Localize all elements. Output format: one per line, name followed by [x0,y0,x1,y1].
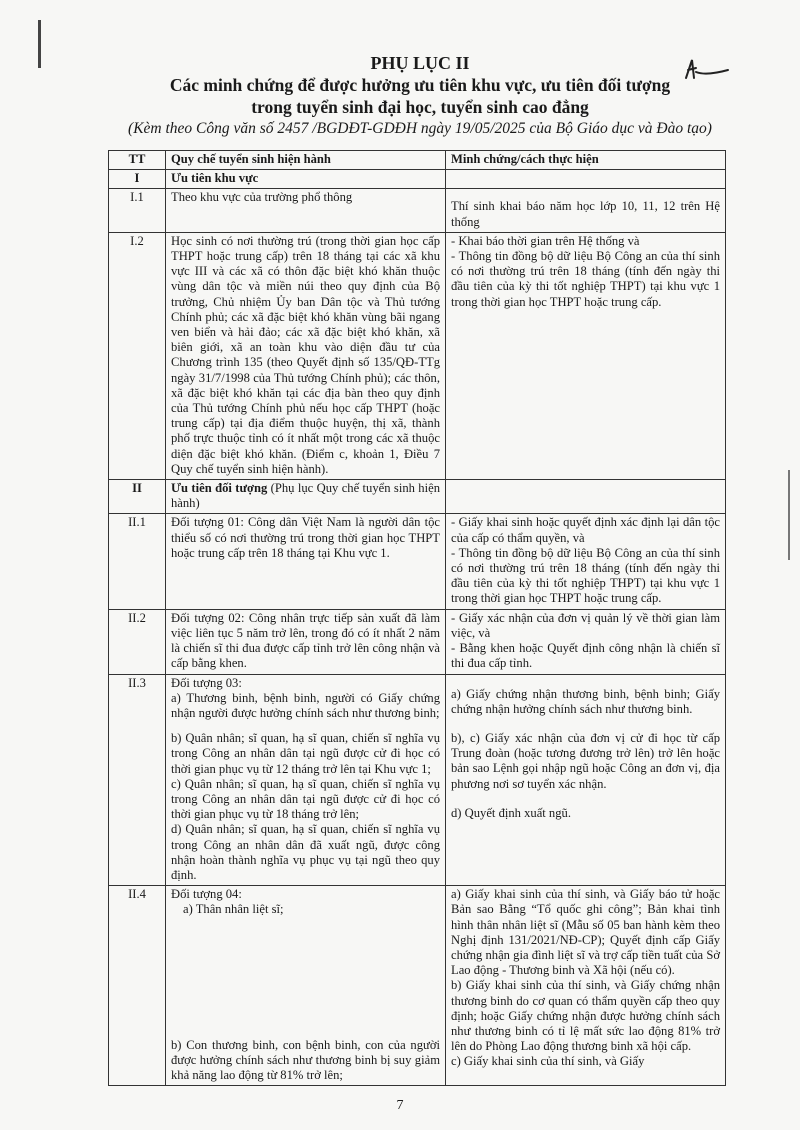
evidence-cell [446,886,726,1086]
regulation-cell [166,674,446,886]
evidence-text: d) Quyết định xuất ngũ. [451,805,571,820]
regulation-item: d) Quân nhân; sĩ quan, hạ sĩ quan, chiến sĩ nghĩa vụ trong Công an nhân dân đã xuất ngũ, được công nhận hoàn thành nghĩa vụ phục vụ tại ngũ theo quy định. [171,822,440,882]
regulation-title: Đối tượng 04: [171,887,242,902]
appendix-title: PHỤ LỤC II [370,53,470,73]
evidence-cell [446,232,726,479]
spacer [171,918,440,1038]
evidence-text: Thí sinh khai báo năm học lớp 10, 11, 12 trên Hệ thống [451,199,720,229]
evidence-cell [446,609,726,674]
table-row [109,232,726,479]
evidence-cell [446,674,726,886]
header-tt: TT [109,151,166,170]
row-number: I.2 [109,232,166,479]
table-row [109,886,726,1086]
table-header-row [109,151,726,170]
evidence-cell [446,189,726,232]
regulation-item: b) Con thương binh, con bệnh binh, con của người được hưởng chính sách như thương binh bị suy giảm khả năng lao động từ 81% trở lên; [171,1037,440,1082]
row-number: I.1 [109,189,166,232]
table-row [109,609,726,674]
evidence-text: - Thông tin đồng bộ dữ liệu Bộ Công an của thí sinh có nơi thường trú trên 18 tháng (tính đến ngày thi đầu tiên của kỳ thi tốt nghiệp THPT) tại khu vực 1 trong thời gian học THPT hoặc trung cấp. [451,545,720,606]
evidence-text: - Giấy khai sinh hoặc quyết định xác định lại dân tộc của cấp có thẩm quyền, và [451,515,720,545]
row-number: II.1 [109,514,166,609]
section-empty-cell [446,480,726,514]
spacer [451,717,720,731]
table-row [109,514,726,609]
spacer [451,792,720,806]
table-row [109,674,726,886]
scan-edge-mark [788,470,790,560]
regulation-item: c) Quân nhân; sĩ quan, hạ sĩ quan, chiến sĩ nghĩa vụ trong Công an nhân dân tại ngũ được cử đi học có thời gian phục vụ từ 18 tháng trở lên; [171,776,440,822]
evidence-text: a) Giấy chứng nhận thương binh, bệnh binh; Giấy chứng nhận hưởng chính sách như thương binh. [451,686,720,716]
evidence-text: b), c) Giấy xác nhận của đơn vị cử đi học từ cấp Trung đoàn (hoặc tương đương trở lên) trở lên hoặc bản sao Lệnh gọi nhập ngũ hoặc Công an đơn vị, địa phương nơi sơ tuyển xác nhận. [451,730,720,791]
spacer [171,721,440,731]
table-row [109,189,726,232]
regulation-cell [166,886,446,1086]
evidence-text: - Thông tin đồng bộ dữ liệu Bộ Công an của thí sinh có nơi thường trú trên 18 tháng (tính đến ngày thi đầu tiên của kỳ thi tốt nghiệp THPT) tại khu vực 1 trong thời gian học THPT hoặc trung cấp. [451,249,720,309]
evidence-text: - Bằng khen hoặc Quyết định công nhận là chiến sĩ thi đua cấp tỉnh. [451,641,720,671]
section-label: Ưu tiên đối tượng [171,481,268,496]
section-empty-cell [446,170,726,189]
title-block [90,52,750,139]
row-number: II.3 [109,674,166,886]
regulation-item: a) Thân nhân liệt sĩ; [183,902,284,917]
evidence-text: b) Giấy khai sinh của thí sinh, và Giấy chứng nhận thương binh do cơ quan có thẩm quyền cấp theo quy định; hoặc Giấy chứng nhận được hưởng chính sách như thương binh có tỉ lệ mất sức lao động 81% trở lên do Phòng Lao động thương binh xã hội cấp. [451,978,720,1054]
subtitle-line-2: trong tuyển sinh đại học, tuyển sinh cao đẳng [251,97,589,117]
evidence-table [108,150,726,1086]
evidence-text: - Khai báo thời gian trên Hệ thống và [451,233,640,248]
header-regulation: Quy chế tuyển sinh hiện hành [166,151,446,170]
section-number: II [109,480,166,514]
regulation-cell: Theo khu vực của trường phổ thông [166,189,446,232]
page-number: 7 [396,1098,404,1113]
initials-signature [682,58,730,82]
subtitle-line-1: Các minh chứng để được hưởng ưu tiên khu vực, ưu tiên đối tượng [169,75,671,95]
section-number: I [109,170,166,189]
section-label-cell [166,480,446,514]
section-label: Ưu tiên khu vực [166,170,446,189]
regulation-cell: Đối tượng 02: Công nhân trực tiếp sản xuất đã làm việc liên tục 5 năm trở lên, trong đó có ít nhất 2 năm là chiến sĩ thi đua được cấp tỉnh trở lên công nhận và cấp bằng khen. [166,609,446,674]
regulation-cell: Đối tượng 01: Công dân Việt Nam là người dân tộc thiểu số có nơi thường trú trong thời gian học THPT hoặc trung cấp trên 18 tháng tại Khu vực 1. [166,514,446,609]
scan-edge-mark [38,20,41,68]
section-row [109,170,726,189]
regulation-item: b) Quân nhân; sĩ quan, hạ sĩ quan, chiến sĩ nghĩa vụ trong Công an nhân dân tại ngũ được cử đi học có thời gian phục vụ từ 12 tháng trở lên tại Khu vực 1; [171,731,440,776]
regulation-title: Đối tượng 03: [171,675,242,690]
section-row [109,480,726,514]
row-number: II.4 [109,886,166,1086]
evidence-text: c) Giấy khai sinh của thí sinh, và Giấy [451,1054,645,1069]
regulation-cell: Học sinh có nơi thường trú (trong thời gian học cấp THPT hoặc trung cấp) trên 18 tháng tại các xã khu vực III và các xã có thôn đặc biệt khó khăn thuộc vùng dân tộc và miền núi theo quy định của Bộ trưởng, Chủ nhiệm Ủy ban Dân tộc và Thủ tướng Chính phủ; các xã đặc biệt khó khăn vùng bãi ngang ven biển và hải đảo; các xã đặc biệt khó khăn, xã biên giới, xã an toàn khu vào diện đầu tư của Chương trình 135 (theo Quyết định số 135/QĐ-TTg ngày 31/7/1998 của Thủ tướng Chính phủ); các thôn, xã đặc biệt khó khăn tại các địa bàn theo quy định của Thủ tướng Chính phủ nếu học cấp THPT (hoặc trung cấp) tại địa điểm thuộc huyện, thị xã, thành phố trực thuộc tỉnh có ít nhất một trong các xã thuộc diện đặc biệt khó khăn. (Điểm c, khoản 1, Điều 7 Quy chế tuyển sinh hiện hành). [166,232,446,479]
regulation-item: a) Thương binh, bệnh binh, người có Giấy chứng nhận người được hưởng chính sách như thương binh; [171,690,440,720]
evidence-cell [446,514,726,609]
evidence-text: - Giấy xác nhận của đơn vị quản lý về thời gian làm việc, và [451,610,720,640]
row-number: II.2 [109,609,166,674]
reference-note: (Kèm theo Công văn số 2457 /BGDĐT-GDĐH ngày 19/05/2025 của Bộ Giáo dục và Đào tạo) [128,120,712,137]
section-note: (Phụ lục Quy chế tuyển sinh hiện hành) [171,481,440,511]
evidence-text: a) Giấy khai sinh của thí sinh, và Giấy báo tử hoặc Bản sao Bằng “Tổ quốc ghi công”; Bản khai tình hình thân nhân liệt sĩ (Mẫu số 05 ban hành kèm theo Nghị định 131/2021/NĐ-CP); Quyết định cấp Giấy chứng nhận gia đình liệt sĩ và trợ cấp tiền tuất của Sở Lao động - Thương binh và Xã hội (nếu có). [451,887,720,978]
header-evidence: Minh chứng/cách thực hiện [446,151,726,170]
